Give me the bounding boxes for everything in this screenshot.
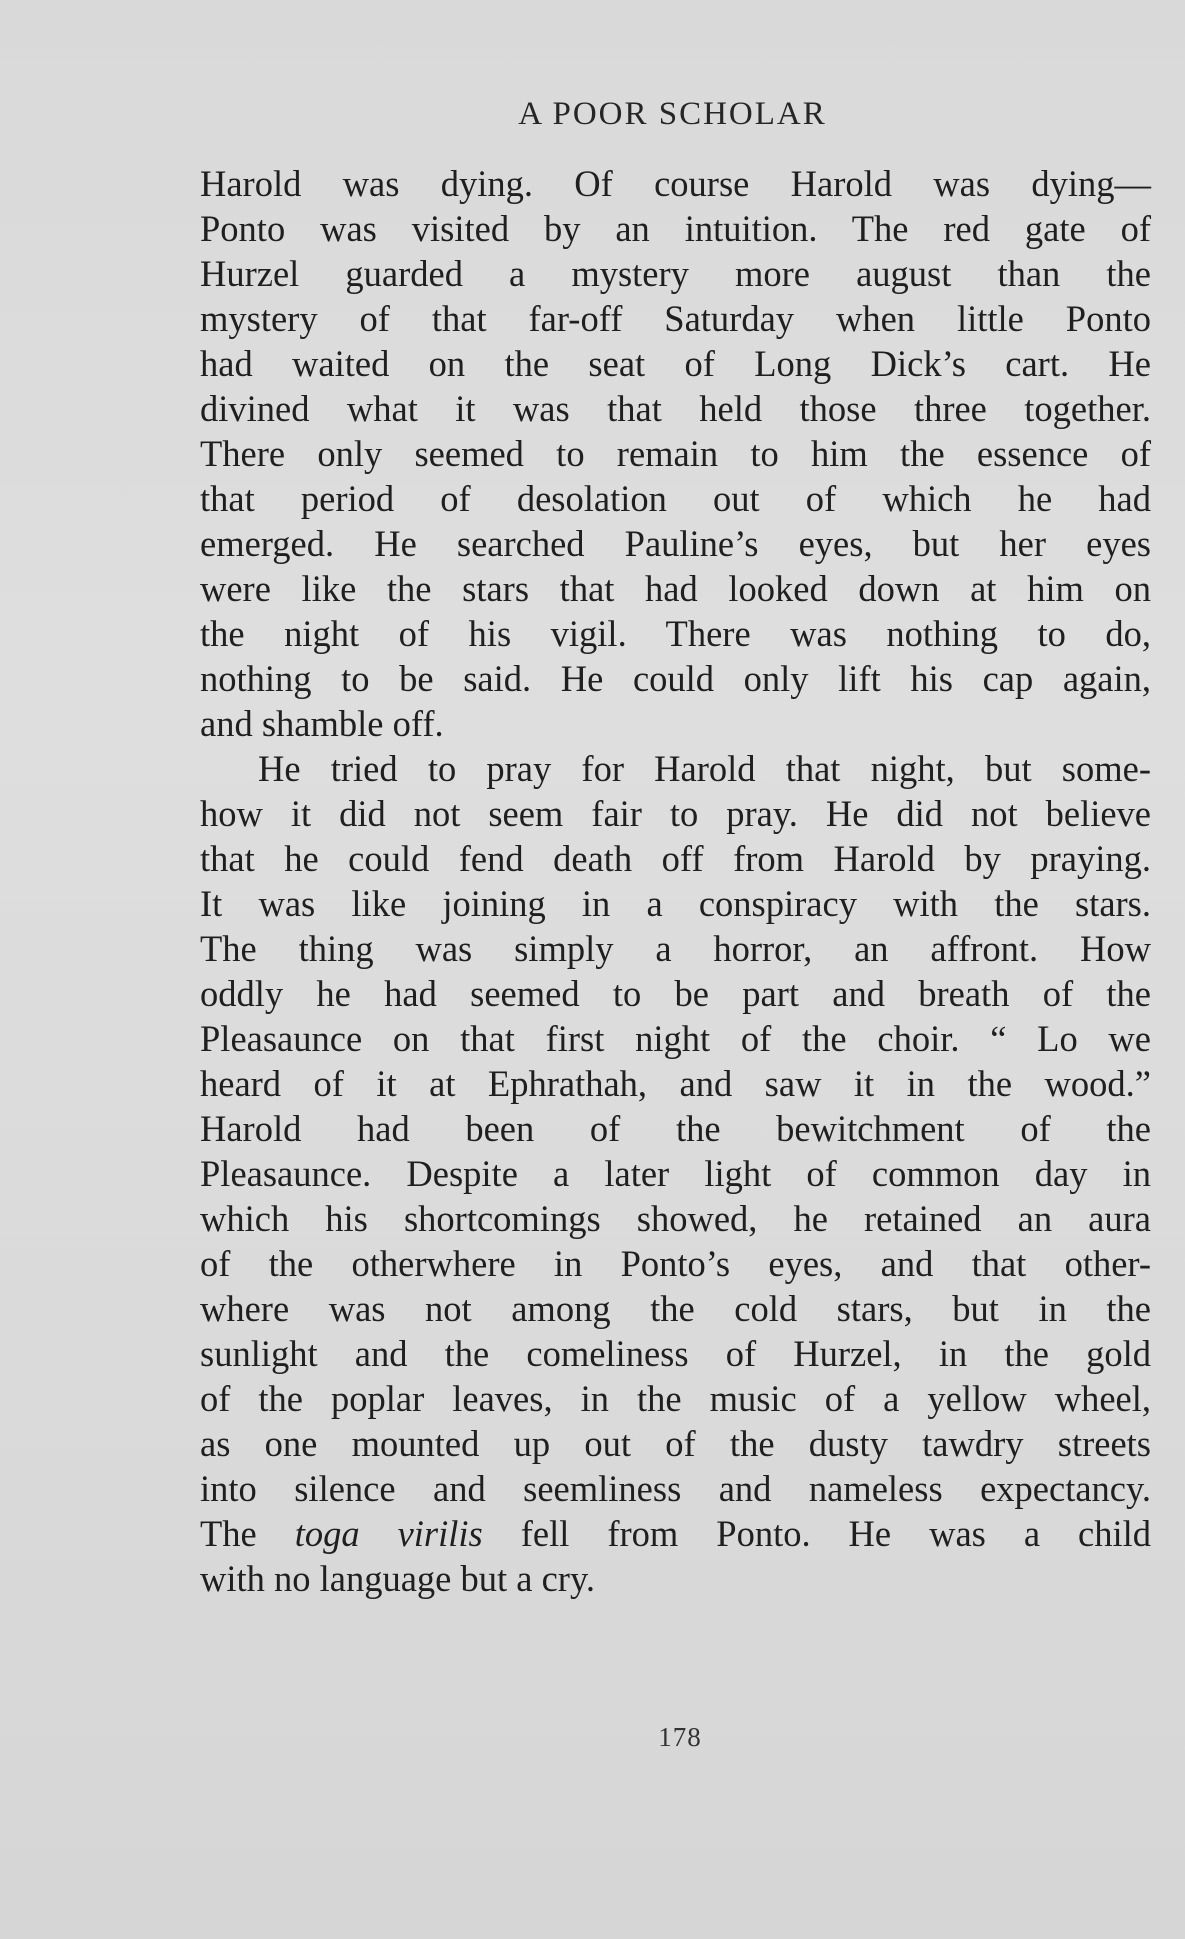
page-number: 178 [658, 1722, 702, 1752]
text-line: It was like joining in a conspiracy with the stars. [200, 883, 1151, 924]
text-line: nothing to be said. He could only lift his cap again, [200, 658, 1151, 699]
running-head: A POOR SCHOLAR [518, 96, 827, 132]
text-line: had waited on the seat of Long Dick’s cart. He [200, 343, 1151, 384]
text-line: which his shortcomings showed, he retained an aura [200, 1198, 1151, 1239]
text-line: were like the stars that had looked down at him on [200, 568, 1151, 609]
text-line-with-italic [200, 1511, 1151, 1556]
text-line: of the otherwhere in Ponto’s eyes, and that other- [200, 1243, 1151, 1284]
text-line: Hurzel guarded a mystery more august than the [200, 253, 1151, 294]
text-line: Pleasaunce. Despite a later light of common day in [200, 1153, 1151, 1194]
text-line: with no language but a cry. [200, 1558, 595, 1599]
text-line: of the poplar leaves, in the music of a yellow wheel, [200, 1378, 1151, 1419]
text-line: into silence and seemliness and nameless expectancy. [200, 1468, 1151, 1509]
text-line: and shamble off. [200, 703, 444, 744]
italic-phrase: toga virilis [294, 1513, 483, 1554]
text-line: There only seemed to remain to him the essence of [200, 433, 1151, 474]
text-line: mystery of that far-off Saturday when little Ponto [200, 298, 1151, 339]
text-line: Pleasaunce on that first night of the choir. “ Lo we [200, 1018, 1151, 1059]
text-line: Ponto was visited by an intuition. The red gate of [200, 208, 1151, 249]
text-line: that he could fend death off from Harold by praying. [200, 838, 1151, 879]
text-line: emerged. He searched Pauline’s eyes, but her eyes [200, 523, 1151, 564]
text-line: The thing was simply a horror, an affront. How [200, 928, 1151, 969]
paragraph-1 [200, 161, 1151, 746]
text-line: He tried to pray for Harold that night, but some- [258, 748, 1151, 789]
body-text [200, 161, 1151, 1601]
text-line: divined what it was that held those three together. [200, 388, 1151, 429]
paragraph-2 [200, 746, 1151, 1601]
text-line: where was not among the cold stars, but in the [200, 1288, 1151, 1329]
text-line: sunlight and the comeliness of Hurzel, in the gold [200, 1333, 1151, 1374]
text-line: heard of it at Ephrathah, and saw it in the wood.” [200, 1063, 1151, 1104]
text-line: how it did not seem fair to pray. He did not believe [200, 793, 1151, 834]
text-line: as one mounted up out of the dusty tawdry streets [200, 1423, 1151, 1464]
text-line: oddly he had seemed to be part and breath of the [200, 973, 1151, 1014]
line-segment: fell from Ponto. He was a child [482, 1513, 1151, 1554]
text-line: the night of his vigil. There was nothing to do, [200, 613, 1151, 654]
text-line: that period of desolation out of which he had [200, 478, 1151, 519]
text-line: Harold had been of the bewitchment of the [200, 1108, 1151, 1149]
text-line: Harold was dying. Of course Harold was dying— [200, 163, 1151, 204]
line-segment: The [200, 1513, 295, 1554]
